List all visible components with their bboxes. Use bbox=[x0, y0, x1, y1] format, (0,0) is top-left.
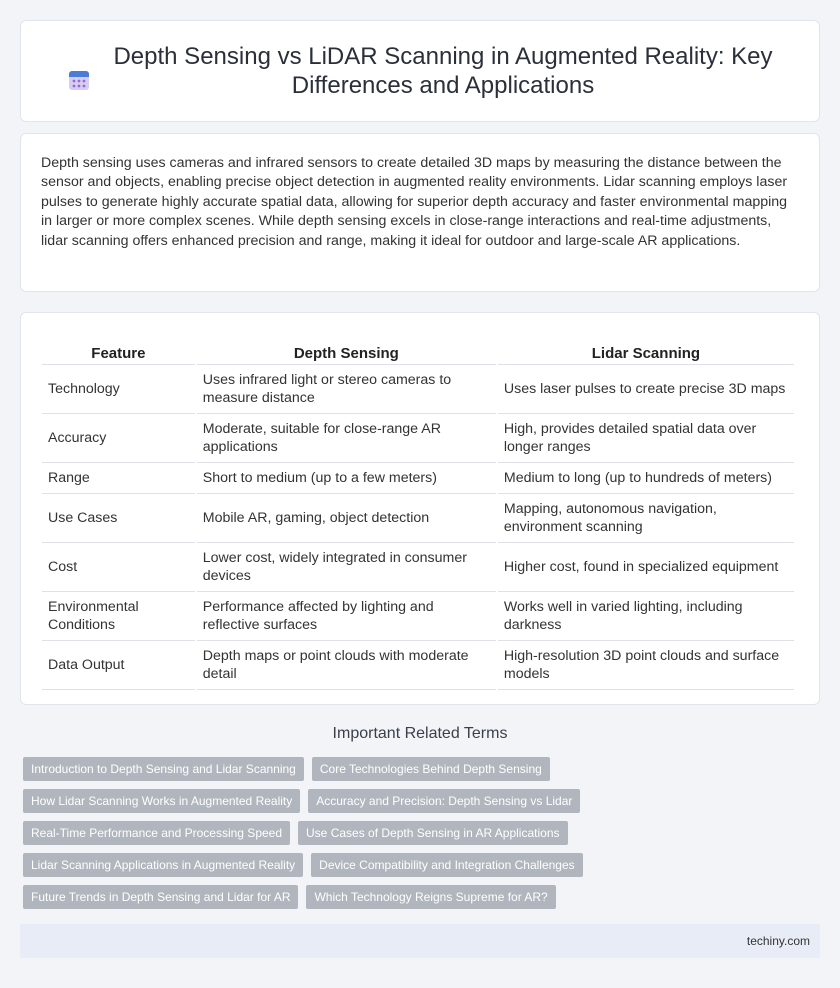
footer bbox=[20, 924, 820, 958]
comparison-table-card bbox=[20, 312, 820, 705]
related-term-tag[interactable]: Core Technologies Behind Depth Sensing bbox=[312, 757, 550, 781]
row-depth-sensing: Performance affected by lighting and reflective surfaces bbox=[197, 592, 496, 641]
row-feature: Technology bbox=[42, 365, 195, 414]
row-lidar-scanning: Works well in varied lighting, including darkness bbox=[498, 592, 794, 641]
table-row bbox=[42, 641, 794, 690]
related-term-tag[interactable]: Future Trends in Depth Sensing and Lidar for AR bbox=[23, 885, 298, 909]
table-row bbox=[42, 543, 794, 592]
related-term-tag[interactable]: Device Compatibility and Integration Challenges bbox=[311, 853, 582, 877]
table-row bbox=[42, 494, 794, 543]
row-lidar-scanning: High-resolution 3D point clouds and surface models bbox=[498, 641, 794, 690]
header-lidar-scanning: Lidar Scanning bbox=[498, 333, 794, 365]
header-feature: Feature bbox=[42, 333, 195, 365]
related-term-tag[interactable]: How Lidar Scanning Works in Augmented Reality bbox=[23, 789, 300, 813]
related-term-tag[interactable]: Use Cases of Depth Sensing in AR Applications bbox=[298, 821, 567, 845]
row-feature: Data Output bbox=[42, 641, 195, 690]
row-feature: Cost bbox=[42, 543, 195, 592]
page-title: Depth Sensing vs LiDAR Scanning in Augmented Reality: Key Differences and Applications bbox=[113, 43, 773, 99]
related-term-tag[interactable]: Introduction to Depth Sensing and Lidar Scanning bbox=[23, 757, 304, 781]
row-depth-sensing: Lower cost, widely integrated in consumer devices bbox=[197, 543, 496, 592]
table-header-row bbox=[42, 333, 794, 365]
row-depth-sensing: Depth maps or point clouds with moderate detail bbox=[197, 641, 496, 690]
related-terms-title: Important Related Terms bbox=[332, 725, 508, 742]
related-term-tag[interactable]: Accuracy and Precision: Depth Sensing vs Lidar bbox=[308, 789, 580, 813]
row-lidar-scanning: Mapping, autonomous navigation, environment scanning bbox=[498, 494, 794, 543]
row-feature: Use Cases bbox=[42, 494, 195, 543]
table-row bbox=[42, 365, 794, 414]
comparison-table bbox=[40, 333, 796, 690]
related-term-tag[interactable]: Real-Time Performance and Processing Speed bbox=[23, 821, 290, 845]
table-row bbox=[42, 592, 794, 641]
header-depth-sensing: Depth Sensing bbox=[197, 333, 496, 365]
calendar-icon bbox=[67, 68, 91, 92]
row-lidar-scanning: Medium to long (up to hundreds of meters) bbox=[498, 463, 794, 494]
related-term-tag[interactable]: Which Technology Reigns Supreme for AR? bbox=[306, 885, 555, 909]
related-term-tag[interactable]: Lidar Scanning Applications in Augmented Reality bbox=[23, 853, 303, 877]
row-lidar-scanning: Uses laser pulses to create precise 3D maps bbox=[498, 365, 794, 414]
related-terms-list bbox=[23, 757, 813, 917]
row-depth-sensing: Moderate, suitable for close-range AR applications bbox=[197, 414, 496, 463]
row-feature: Environmental Conditions bbox=[42, 592, 195, 641]
row-feature: Range bbox=[42, 463, 195, 494]
footer-site-link[interactable]: techiny.com bbox=[746, 934, 810, 948]
row-lidar-scanning: Higher cost, found in specialized equipment bbox=[498, 543, 794, 592]
row-depth-sensing: Mobile AR, gaming, object detection bbox=[197, 494, 496, 543]
row-depth-sensing: Uses infrared light or stereo cameras to measure distance bbox=[197, 365, 496, 414]
row-depth-sensing: Short to medium (up to a few meters) bbox=[197, 463, 496, 494]
table-row bbox=[42, 414, 794, 463]
intro-paragraph: Depth sensing uses cameras and infrared sensors to create detailed 3D maps by measuring the distance between the sensor and objects, enabling precise object detection in augmented reality environments. Lidar scanning employs laser pulses to generate highly accurate spatial data, allowing for superior depth accuracy and faster environmental mapping in larger or more complex scenes. While depth sensing excels in close-range interactions and real-time adjustments, lidar scanning offers enhanced precision and range, making it ideal for outdoor and large-scale AR applications. bbox=[41, 155, 788, 249]
table-row bbox=[42, 463, 794, 494]
row-lidar-scanning: High, provides detailed spatial data over longer ranges bbox=[498, 414, 794, 463]
row-feature: Accuracy bbox=[42, 414, 195, 463]
intro-card bbox=[20, 133, 820, 292]
header-card bbox=[20, 20, 820, 122]
